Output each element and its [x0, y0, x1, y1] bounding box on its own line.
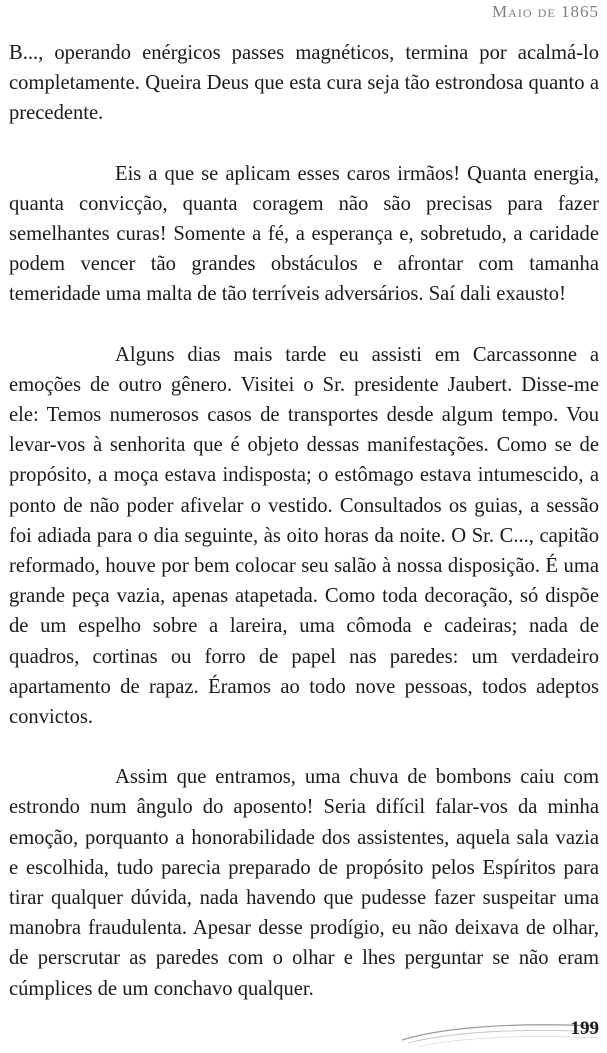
paragraph: Eis a que se aplicam esses caros irmãos! Quanta energia, quanta convicção, quanta coragem não são precisas para fazer semelhantes curas! Somente a fé, a esperança e, sobretudo, a caridade podem vencer tão grandes obstáculos e afrontar com tamanha temeridade uma malta de tão terríveis adversários. Saí dali exausto!: [9, 162, 599, 306]
paragraph: Assim que entramos, uma chuva de bombons caiu com estrondo num ângulo do aposento! Seria difícil falar-vos da minha emoção, porquanto a honorabilidade dos assistentes, aquela sala vazia e escolhida, tudo parecia preparado de propósito pelos Espíritos para tirar qualquer dúvida, nada havendo que pudesse fazer suspeitar uma manobra fraudulenta. Apesar desse prodígio, eu não deixava de olhar, de perscrutar as paredes com o olhar e lhes perguntar se não eram cúmplices de um conchavo qualquer.: [9, 766, 599, 1000]
page-number: 199: [570, 1018, 599, 1039]
paragraph: Alguns dias mais tarde eu assisti em Carcassonne a emoções de outro gênero. Visitei o Sr. presidente Jaubert. Disse-me ele: Temos numerosos casos de transportes desde algum tempo. Vou levar-vos à senhorita que é objeto dessas manifestações. Como se de propósito, a moça estava indisposta; o estômago estava intumescido, a ponto de não poder afivelar o vestido. Consultados os guias, a sessão foi adiada para o dia seguinte, às oito horas da noite. O Sr. C..., capitão reformado, houve por bem colocar seu salão à nossa disposição. É uma grande peça vazia, apenas atapetada. Como toda decoração, só dispõe de um espelho sobre a lareira, uma cômoda e cadeiras; nada de quadros, cortinas ou forro de papel nas paredes: um verdadeiro apartamento de rapaz. Éramos ao todo nove pessoas, todos adeptos convictos.: [9, 343, 599, 729]
page-body: [9, 38, 599, 1004]
paragraph-continuation: B..., operando enérgicos passes magnéticos, termina por acalmá-lo completamente. Queira Deus que esta cura seja tão estrondosa quanto a precedente.: [9, 42, 599, 125]
running-header: Maio de 1865: [492, 2, 599, 21]
